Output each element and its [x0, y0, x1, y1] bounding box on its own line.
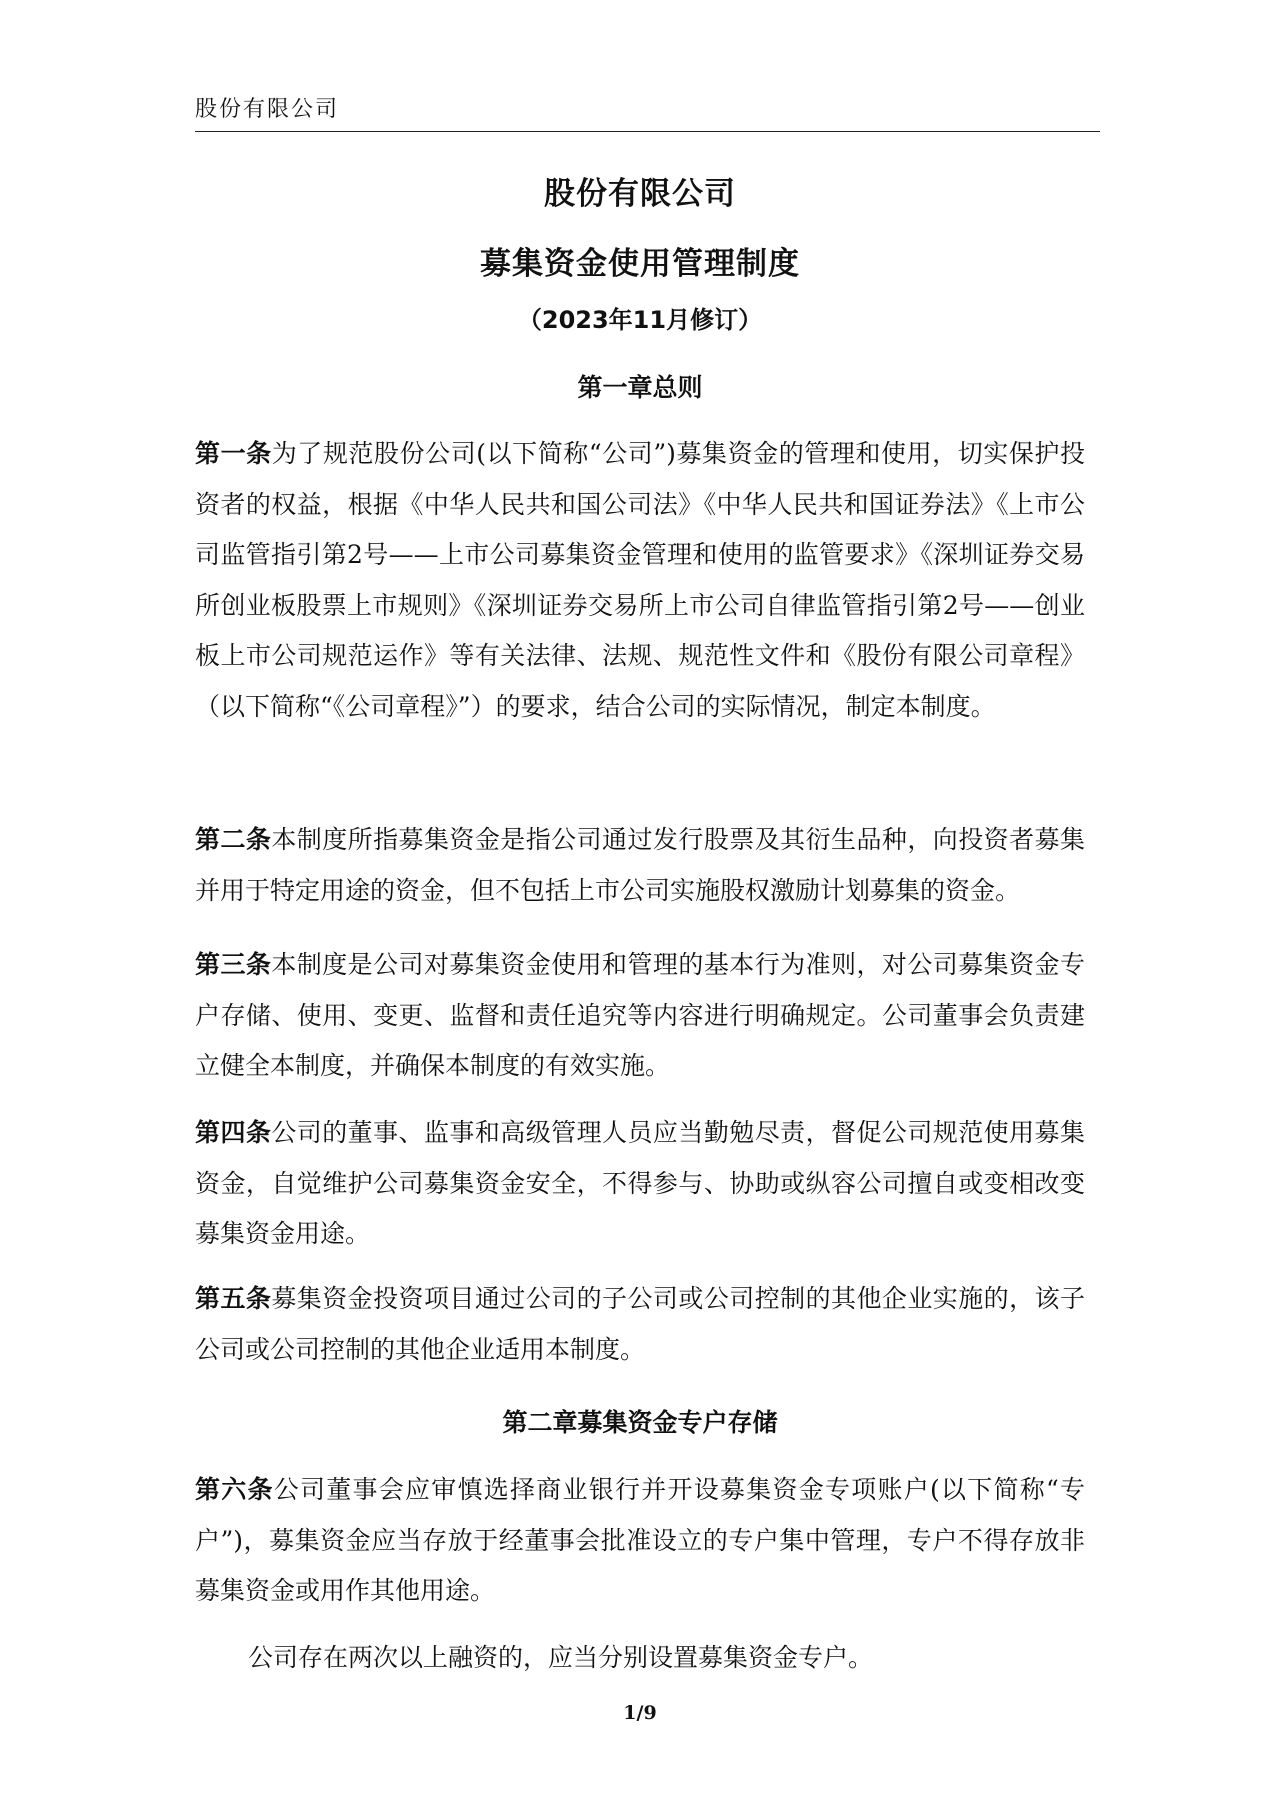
- running-header: 股份有限公司: [195, 92, 1100, 132]
- article-text: 本制度是公司对募集资金使用和管理的基本行为准则，对公司募集资金专户存储、使用、变更、监督和责任追究等内容进行明确规定。公司董事会负责建立健全本制度，并确保本制度的有效实施。: [195, 950, 1085, 1080]
- page-number: 1/9: [623, 1702, 657, 1724]
- article-4: [195, 1108, 1085, 1260]
- article-text: 为了规范股份公司(以下简称“公司”)募集资金的管理和使用，切实保护投资者的权益，根据《中华人民共和国公司法》《中华人民共和国证券法》《上市公司监管指引第2号——上市公司募集资金管理和使用的监管要求》《深圳证券交易所创业板股票上市规则》《深圳证券交易所上市公司自律监管指引第2号——创业板上市公司规范运作》等有关法律、法规、规范性文件和《股份有限公司章程》（以下简称“《公司章程》”）的要求，结合公司的实际情况，制定本制度。: [195, 439, 1085, 721]
- article-text: 公司董事会应审慎选择商业银行并开设募集资金专项账户(以下简称“专户”)，募集资金应当存放于经董事会批准设立的专户集中管理，专户不得存放非募集资金或用作其他用途。: [195, 1475, 1085, 1605]
- article-label: 第一条: [195, 439, 272, 468]
- article-label: 第六条: [195, 1475, 274, 1504]
- article-3: [195, 940, 1085, 1092]
- chapter-heading: 第一章总则: [577, 373, 703, 402]
- article-text: 募集资金投资项目通过公司的子公司或公司控制的其他企业实施的，该子公司或公司控制的其他企业适用本制度。: [195, 1284, 1085, 1364]
- article-label: 第二条: [195, 825, 272, 854]
- company-title: 股份有限公司: [544, 176, 736, 212]
- article-label: 第五条: [195, 1284, 272, 1313]
- article-1: [195, 429, 1085, 732]
- document-title: 募集资金使用管理制度: [480, 246, 800, 282]
- article-2: [195, 815, 1085, 916]
- article-text: 公司的董事、监事和高级管理人员应当勤勉尽责，督促公司规范使用募集资金，自觉维护公司募集资金安全，不得参与、协助或纵容公司擅自或变相改变募集资金用途。: [195, 1118, 1085, 1248]
- body-paragraph: 公司存在两次以上融资的，应当分别设置募集资金专户。: [248, 1643, 874, 1672]
- article-text: 本制度所指募集资金是指公司通过发行股票及其衍生品种，向投资者募集并用于特定用途的资金，但不包括上市公司实施股权激励计划募集的资金。: [195, 825, 1085, 905]
- article-label: 第三条: [195, 950, 272, 979]
- revision-note: （2023年11月修订）: [517, 306, 763, 334]
- article-5: [195, 1274, 1085, 1375]
- chapter-heading: 第二章募集资金专户存储: [502, 1408, 778, 1437]
- article-6: [195, 1465, 1085, 1617]
- article-label: 第四条: [195, 1118, 272, 1147]
